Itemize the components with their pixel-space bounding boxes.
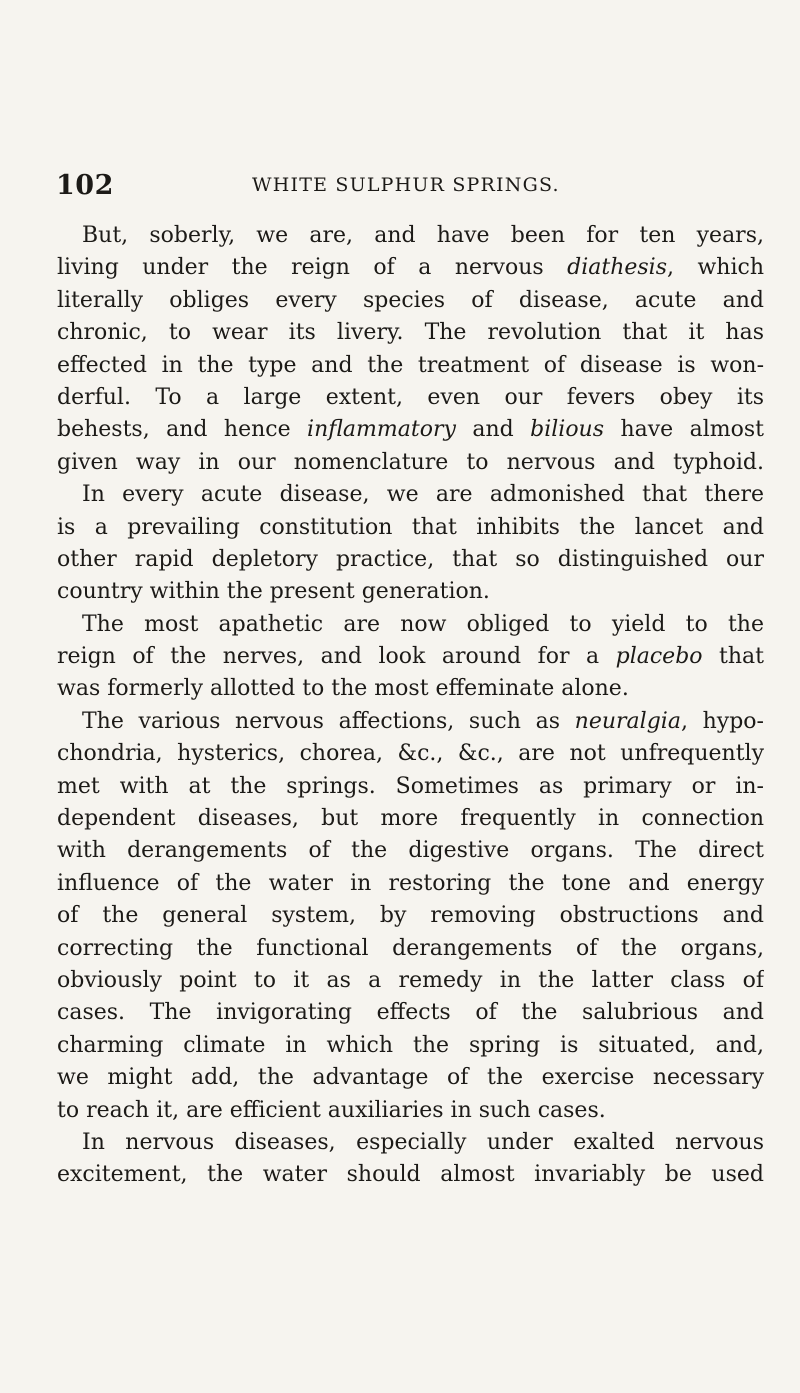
text-line: literally obliges every species of disease, acute and bbox=[57, 287, 764, 313]
text-line: is a prevailing constitution that inhibits the lancet and bbox=[57, 514, 764, 540]
italic-term: bilious bbox=[530, 417, 605, 443]
text-line: correcting the functional derangements of the organs, bbox=[57, 935, 764, 961]
text-line: met with at the springs. Sometimes as primary or in- bbox=[57, 773, 764, 799]
text-line: chondria, hysterics, chorea, &c., &c., are not unfrequently bbox=[57, 741, 764, 767]
text-line: living under the reign of a nervous diathesis, which bbox=[57, 255, 764, 281]
text-line: of the general system, by removing obstructions and bbox=[57, 903, 764, 929]
italic-term: inflammatory bbox=[307, 417, 456, 443]
body-text bbox=[57, 220, 764, 1192]
text-line: obviously point to it as a remedy in the latter class of bbox=[57, 967, 764, 993]
text-line: But, soberly, we are, and have been for ten years, bbox=[82, 223, 764, 248]
text-line: behests, and hence inflammatory and bilious have almost bbox=[57, 417, 764, 443]
text-line: dependent diseases, but more frequently in connection bbox=[57, 806, 764, 832]
text-line: cases. The invigorating effects of the salubrious and bbox=[57, 1000, 764, 1026]
text-line: In nervous diseases, especially under exalted nervous bbox=[82, 1129, 764, 1155]
text-line: other rapid depletory practice, that so distinguished our bbox=[57, 546, 764, 572]
page-number: 102 bbox=[56, 170, 114, 201]
text-line: with derangements of the digestive organs. The direct bbox=[57, 838, 764, 864]
text-line: chronic, to wear its livery. The revolution that it has bbox=[57, 320, 764, 346]
text-line: effected in the type and the treatment of disease is won- bbox=[57, 352, 764, 378]
text-line: charming climate in which the spring is situated, and, bbox=[57, 1032, 764, 1058]
text-line: excitement, the water should almost invariably be used bbox=[57, 1162, 764, 1188]
italic-term: neuralgia bbox=[574, 708, 681, 734]
text-line: derful. To a large extent, even our fevers obey its bbox=[57, 384, 764, 410]
text-line: The various nervous affections, such as neuralgia, hypo- bbox=[82, 708, 764, 734]
text-line: to reach it, are efficient auxiliaries in such cases. bbox=[57, 1097, 606, 1123]
text-line: reign of the nerves, and look around for a placebo that bbox=[57, 644, 764, 670]
text-line: country within the present generation. bbox=[57, 579, 490, 605]
italic-term: diathesis bbox=[567, 255, 668, 281]
text-line: The most apathetic are now obliged to yield to the bbox=[82, 611, 764, 637]
text-line: influence of the water in restoring the tone and energy bbox=[57, 870, 764, 896]
running-head: WHITE SULPHUR SPRINGS. bbox=[252, 174, 560, 196]
page-header bbox=[56, 170, 764, 206]
text-line: given way in our nomenclature to nervous and typhoid. bbox=[57, 449, 764, 475]
text-line: was formerly allotted to the most effeminate alone. bbox=[57, 676, 629, 702]
text-line: In every acute disease, we are admonished that there bbox=[82, 482, 764, 508]
italic-term: placebo bbox=[615, 644, 703, 670]
text-line: we might add, the advantage of the exercise necessary bbox=[57, 1065, 764, 1091]
